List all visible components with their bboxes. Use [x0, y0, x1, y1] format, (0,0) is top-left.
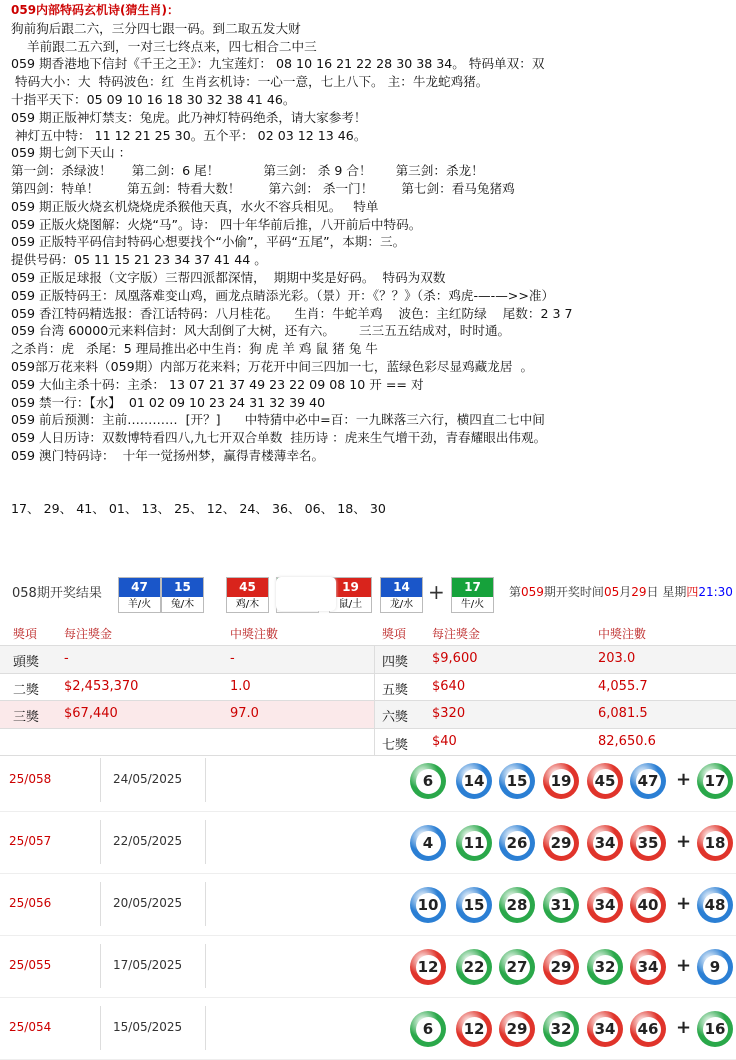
draw-ball-number: 15 — [162, 578, 203, 597]
poem-line: 059 大仙主杀十码：主杀： 13 07 21 37 49 23 22 09 08 10 开 == 对 — [11, 376, 424, 392]
poem-line: 059 前后预测：主前………… [开？] 中特猜中必中=百：一九眯落三六行，横四直二七中间 — [11, 412, 545, 428]
lottery-ball — [697, 763, 733, 799]
history-issue: 25/057 — [9, 834, 52, 848]
prize-cell: 二獎 — [13, 682, 40, 698]
poem-line: 059 人日历诗：双数博特看四八,九七开双合单数 挂历诗 ：虎来生气增干劲，青春耀眼出伟观。 — [11, 430, 547, 446]
poem-line: 059 香江特码精选报：香江话特码：八月桂花。 生肖：牛蛇羊鸡 波色：主红防绿 尾数：2 3 7 — [11, 305, 573, 321]
draw-ball-zodiac: 兔/木 — [170, 599, 195, 610]
ball-number: 22 — [462, 955, 487, 980]
poem-line: 059 期正版火烧玄机烧烧虎杀猴他天真，水火不容兵相见。 特单 — [11, 198, 379, 214]
lottery-ball — [499, 763, 535, 799]
warning-line — [11, 465, 736, 483]
poem-line: 059 正版特码王：凤凰落难变山鸡，画龙点睛添光彩。（景）开：《？？》（杀：鸡虎-—-—>>准） — [11, 287, 555, 303]
poem-line: 提供号码：05 11 15 21 23 34 37 41 44 。 — [11, 252, 267, 268]
history-date: 20/05/2025 — [113, 896, 183, 910]
poem-line: 059 期七剑下天山 ： — [11, 145, 132, 161]
lottery-ball — [697, 825, 733, 861]
lottery-ball — [456, 763, 492, 799]
ball-number: 28 — [505, 893, 530, 918]
poem-line: 059 正版火烧图解：火烧“马”。诗： 四十年华前后推，八开前后中特码。 — [11, 216, 422, 232]
lottery-ball — [456, 825, 492, 861]
history-list — [0, 750, 736, 1060]
prize-cell: $640 — [432, 678, 466, 694]
ball-number: 29 — [505, 1017, 530, 1042]
history-issue: 25/055 — [9, 958, 52, 972]
ball-number: 32 — [549, 1017, 574, 1042]
poem-line: 之杀肖：虎 杀尾：5 理局推出必中生肖：狗 虎 羊 鸡 鼠 猪 兔 牛 — [11, 341, 378, 357]
poem-line: 059 期正版神灯禁支：兔虎。此乃神灯特码绝杀，请大家参考！ — [11, 109, 367, 125]
history-row — [0, 936, 736, 998]
poem-line: 059 禁一行：【水】 01 02 09 10 23 24 31 32 39 40 — [11, 394, 326, 410]
draw-ball-cell — [380, 577, 423, 613]
lottery-ball — [630, 763, 666, 799]
poem-line: 神灯五中特： 11 12 21 25 30。五个平： 02 03 12 13 46。 — [11, 127, 367, 143]
poem-line: 059 澳门特码诗： 十年一觉扬州梦，赢得青楼薄幸名。 — [11, 447, 325, 463]
prize-table — [0, 620, 736, 756]
prize-cell: 203.0 — [598, 651, 636, 666]
draw-ball-number: 47 — [119, 578, 160, 597]
poem-line: 第一剑：杀绿波！ 第二剑：6 尾！ 第三剑： 杀 9 合！ 第三剑：杀龙！ — [11, 163, 484, 179]
ball-number: 34 — [636, 955, 661, 980]
poem-line: 059部万花来料（059期）内部万花来料；万花开中间三四加一七，蓝绿色彩尽显鸡藏龙居 。 — [11, 358, 534, 374]
history-row — [0, 812, 736, 874]
poem-line: 059 正版特平码信封特码心想要找个“小偷”，平码“五尾”，本期：三。 — [11, 234, 406, 250]
ball-number: 6 — [416, 1017, 441, 1042]
lottery-ball — [410, 887, 446, 923]
history-issue: 25/054 — [9, 1020, 52, 1034]
ball-number: 14 — [462, 769, 487, 794]
prize-cell: $2,453,370 — [64, 678, 139, 694]
prize-cell: 97.0 — [230, 706, 259, 721]
draw-ball-zodiac: 鼠/土 — [338, 599, 363, 610]
poem-line: 特码大小：大 特码波色：红 生肖玄机诗：一心一意，七上八下。 主：牛龙蛇鸡猪。 — [11, 74, 489, 90]
ball-number: 29 — [549, 955, 574, 980]
prize-cell: 82,650.6 — [598, 733, 656, 749]
ball-number: 9 — [703, 955, 728, 980]
ball-number: 19 — [549, 769, 574, 794]
ball-number: 29 — [549, 831, 574, 856]
ball-number: 48 — [703, 893, 728, 918]
ball-number: 18 — [703, 831, 728, 856]
poem-line: 059 期香港地下信封《千王之王》：九宝莲灯： 08 10 16 21 22 28 30 38 34。 特码单双：双 — [11, 56, 545, 72]
prize-cell: - — [64, 651, 69, 666]
prize-header-cell: 獎項 — [13, 627, 38, 641]
prize-header-row — [0, 620, 736, 646]
poem-line: 059 台湾 60000元来料信封：风大刮倒了大树，还有六。 三三五五结成对，时时通。 — [11, 323, 511, 339]
draw-ball-zodiac: 龙/水 — [389, 599, 414, 610]
plus-sign: + — [428, 580, 445, 604]
prize-cell: $9,600 — [432, 651, 478, 666]
ball-number: 17 — [703, 769, 728, 794]
ball-number: 45 — [593, 769, 618, 794]
draw-ball-cell — [118, 577, 161, 613]
prize-header-cell: 獎項 — [382, 627, 407, 641]
ball-number: 15 — [505, 769, 530, 794]
next-draw-info: 第059期开奖时间05月29日 星期四21:30 — [509, 585, 733, 599]
prize-row — [0, 646, 736, 674]
ball-number: 34 — [593, 893, 618, 918]
zhong-line-2: 17、 29、 41、 01、 13、 25、 12、 24、 36、 06、 18、 30 — [11, 501, 386, 517]
poem-line: 狗前狗后跟二六，三分四七跟一码。到二取五发大财 — [11, 20, 301, 36]
lottery-ball — [587, 1011, 623, 1047]
lottery-ball — [456, 949, 492, 985]
lottery-ball — [697, 887, 733, 923]
ball-number: 4 — [416, 831, 441, 856]
ball-number: 26 — [505, 831, 530, 856]
draw-ball-cell — [226, 577, 269, 613]
lottery-ball — [456, 887, 492, 923]
prize-header-cell: 每注獎金 — [432, 627, 481, 641]
history-issue: 25/058 — [9, 772, 52, 786]
lottery-ball — [543, 949, 579, 985]
poem-title: 059内部特码玄机诗(猜生肖)： — [11, 3, 180, 17]
ball-number: 46 — [636, 1017, 661, 1042]
lottery-ball — [697, 1011, 733, 1047]
ball-number: 16 — [703, 1017, 728, 1042]
special-ball-cell: 17 牛/火 — [451, 577, 494, 613]
lottery-ball — [543, 763, 579, 799]
prize-cell: 4,055.7 — [598, 678, 648, 694]
lottery-ball — [456, 1011, 492, 1047]
prize-cell: 6,081.5 — [598, 706, 648, 721]
lottery-ball — [630, 887, 666, 923]
lottery-ball — [587, 825, 623, 861]
prize-row — [0, 674, 736, 702]
ball-number: 40 — [636, 893, 661, 918]
poem-line: 羊前跟二五六到，一对三七终点来，四七相合二中三 — [11, 38, 317, 54]
prize-cell: 頭獎 — [13, 655, 40, 670]
lottery-ball — [630, 1011, 666, 1047]
prize-header-cell: 中獎注數 — [230, 627, 279, 641]
history-plus: + — [676, 955, 692, 976]
history-date: 15/05/2025 — [113, 1020, 183, 1034]
last-draw-label: 058期开奖结果 — [12, 586, 102, 601]
history-plus: + — [676, 769, 692, 790]
history-row — [0, 998, 736, 1060]
ball-number: 47 — [636, 769, 661, 794]
last-draw-strip — [0, 577, 736, 613]
draw-ball-zodiac: 羊/火 — [127, 599, 152, 610]
poem-lines — [11, 20, 736, 465]
lottery-ball — [499, 825, 535, 861]
lottery-ball — [543, 887, 579, 923]
ball-number: 32 — [593, 955, 618, 980]
lottery-ball — [543, 1011, 579, 1047]
poem-line: 059 正版足球报（文字版）三帮四派都深情， 期期中奖是好码。 特码为双数 — [11, 269, 446, 285]
ball-number: 35 — [636, 831, 661, 856]
ball-number: 10 — [416, 893, 441, 918]
draw-ball-zodiac: 鸡/木 — [235, 599, 260, 610]
cover-overlay — [276, 577, 336, 611]
history-plus: + — [676, 831, 692, 852]
zhong-line — [11, 483, 736, 501]
ball-number: 12 — [462, 1017, 487, 1042]
draw-ball-number: 45 — [227, 578, 268, 597]
ball-number: 34 — [593, 1017, 618, 1042]
prize-cell: $40 — [432, 733, 457, 749]
lottery-ball — [410, 825, 446, 861]
poem-line: 十指平天下：05 09 10 16 18 30 32 38 41 46。 — [11, 91, 296, 107]
prize-cell: 五獎 — [382, 682, 409, 698]
prize-header-cell: 中獎注數 — [598, 627, 647, 641]
history-date: 22/05/2025 — [113, 834, 183, 848]
poem-line: 第四剑：特单！ 第五剑：特看大数！ 第六剑： 杀一门！ 第七剑：看马兔猪鸡 — [11, 180, 515, 196]
ball-number: 11 — [462, 831, 487, 856]
prize-row — [0, 701, 736, 729]
lottery-ball — [410, 1011, 446, 1047]
history-row — [0, 750, 736, 812]
lottery-ball — [410, 763, 446, 799]
history-issue: 25/056 — [9, 896, 52, 910]
lottery-ball — [499, 887, 535, 923]
lottery-ball — [587, 949, 623, 985]
history-plus: + — [676, 1017, 692, 1038]
lottery-ball — [410, 949, 446, 985]
ball-number: 31 — [549, 893, 574, 918]
history-plus: + — [676, 893, 692, 914]
ball-number: 12 — [416, 955, 441, 980]
ball-number: 34 — [593, 831, 618, 856]
prize-cell: 1.0 — [230, 678, 251, 694]
history-row — [0, 874, 736, 936]
prize-cell: - — [230, 651, 235, 666]
lottery-ball — [587, 887, 623, 923]
lottery-ball — [630, 949, 666, 985]
lottery-ball — [697, 949, 733, 985]
draw-ball-number: 14 — [381, 578, 422, 597]
prize-cell: 四獎 — [382, 655, 409, 670]
prize-cell: $67,440 — [64, 706, 118, 721]
lottery-ball — [499, 949, 535, 985]
prize-cell: $320 — [432, 706, 466, 721]
prize-cell: 六獎 — [382, 710, 409, 725]
prize-cell: 七獎 — [382, 737, 409, 753]
prize-cell: 三獎 — [13, 710, 40, 725]
lottery-ball — [543, 825, 579, 861]
lottery-ball — [630, 825, 666, 861]
lottery-ball — [587, 763, 623, 799]
ball-number: 27 — [505, 955, 530, 980]
draw-ball-cell — [161, 577, 204, 613]
ball-number: 15 — [462, 893, 487, 918]
history-date: 17/05/2025 — [113, 958, 183, 972]
draw-ball-number: 19 — [330, 578, 371, 597]
prize-header-cell: 每注獎金 — [64, 627, 113, 641]
ball-number: 6 — [416, 769, 441, 794]
lottery-ball — [499, 1011, 535, 1047]
history-date: 24/05/2025 — [113, 772, 183, 786]
